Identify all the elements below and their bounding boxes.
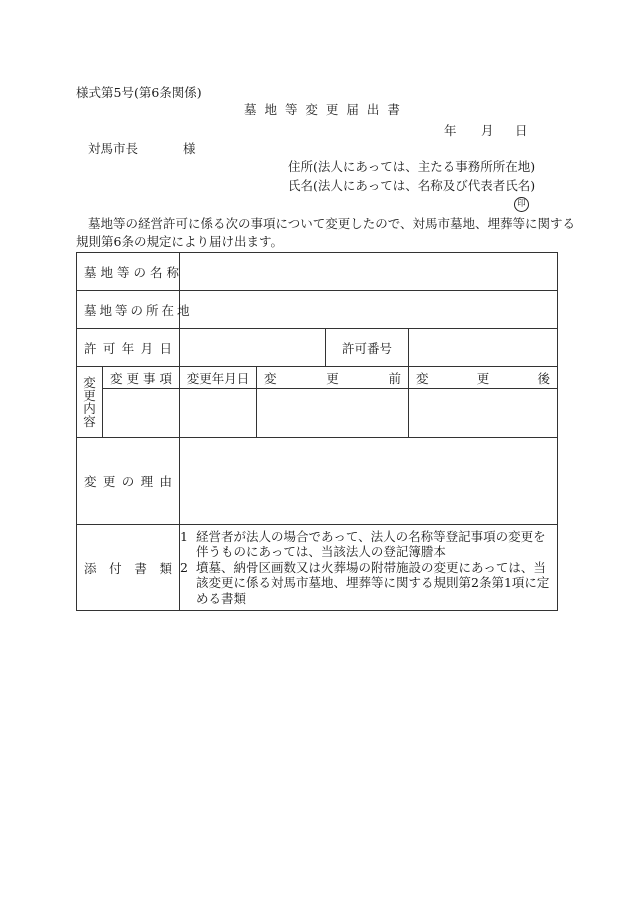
note-number: 1 [180,528,188,544]
change-content-label: 変 更 内 容 [83,375,96,429]
before-change-label: 変 更 前 [264,370,401,386]
change-reason-label: 変 更 の 理 由 [84,474,173,489]
cemetery-location-field[interactable] [180,291,558,329]
date-day: 日 [515,123,528,138]
attachments-label: 添 付 書 類 [84,560,172,576]
change-reason-field[interactable] [180,438,558,525]
addressee: 対馬市長 [88,141,139,156]
permit-date-label-cell [77,329,180,367]
change-item-field[interactable] [103,389,180,438]
intro-line-2: 規則第6条の規定により届け出ます。 [76,234,283,249]
note-text: 墳墓、納骨区画数又は火葬場の附帯施設の変更にあっては、当該変更に係る対馬市墓地、埋葬等に関する規則第2条第1項に定める書類 [196,559,550,606]
note-number: 2 [180,559,188,575]
name-label: 氏名(法人にあっては、名称及び代表者氏名) [288,178,536,193]
change-item-label: 変 更 事 項 [110,370,173,386]
document-title: 墓 地 等 変 更 届 出 書 [244,102,402,117]
change-date-label: 変更年月日 [186,370,250,386]
change-item-header [103,367,180,389]
permit-number-field[interactable] [409,329,558,367]
cemetery-name-label: 墓地等の名称 [84,264,184,280]
attachment-note-2 [180,560,557,607]
permit-date-label: 許 可 年 月 日 [84,340,173,356]
change-content-label-cell [77,367,103,438]
cemetery-name-field[interactable] [180,253,558,291]
permit-number-label: 許可番号 [342,340,393,356]
seal-mark: 印 [514,197,529,212]
date-month: 月 [481,123,494,138]
before-change-header [257,367,409,389]
notification-form-table [76,252,558,611]
permit-date-field[interactable] [180,329,326,367]
note-text: 経営者が法人の場合であって、法人の名称等登記事項の変更を伴うものにあっては、当該法人の登記簿謄本 [196,528,546,560]
attachment-note-1 [180,529,557,560]
cemetery-location-label-cell [77,291,193,329]
after-change-field[interactable] [409,389,558,438]
before-change-field[interactable] [257,389,409,438]
after-change-label: 変 更 後 [416,370,550,386]
address-label: 住所(法人にあっては、主たる事務所所在地) [288,159,536,174]
change-date-field[interactable] [180,389,257,438]
permit-number-label-cell [326,329,409,367]
intro-line-1: 墓地等の経営許可に係る次の事項について変更したので、対馬市墓地、埋葬等に関する [88,216,576,231]
date-year: 年 [444,123,457,138]
form-number: 様式第5号(第6条関係) [76,85,202,100]
after-change-header [409,367,558,389]
attachments-notes [180,525,558,611]
honorific: 様 [183,141,196,156]
attachments-label-cell [77,525,180,611]
change-date-header [180,367,257,389]
cemetery-name-label-cell [77,253,184,291]
cemetery-location-label: 墓地等の所在地 [84,302,193,318]
change-reason-label-cell [77,438,180,525]
